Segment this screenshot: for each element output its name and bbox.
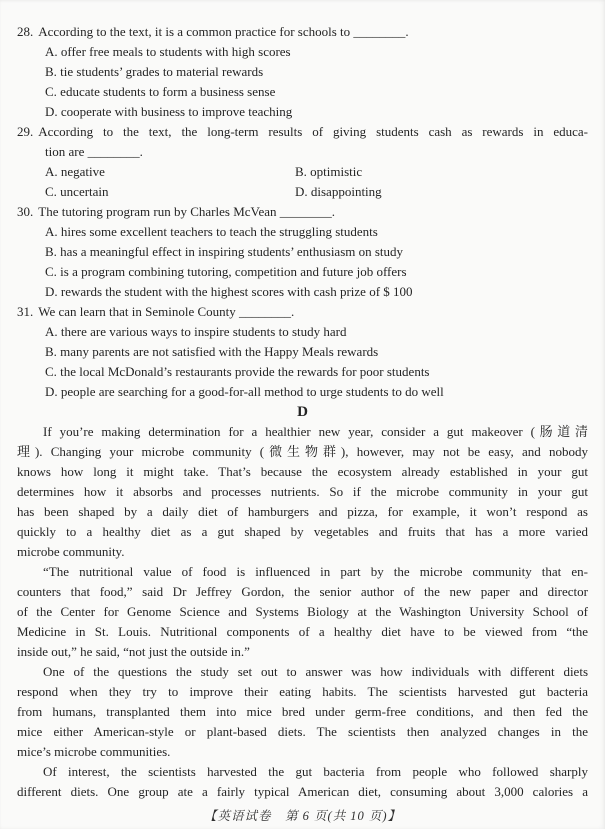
option: A. there are various ways to inspire students to study hard <box>45 324 347 339</box>
question-number: 29. <box>17 124 34 139</box>
option: C. uncertain <box>45 184 109 199</box>
option: D. people are searching for a good-for-all method to urge students to do well <box>45 384 444 399</box>
option: B. tie students’ grades to material rewards <box>45 64 264 79</box>
questions-section <box>17 22 588 402</box>
question-number: 31. <box>17 304 34 319</box>
passage-line: different diets. One group ate a fairly typical American diet, consuming about 3,000 calories a <box>17 784 588 799</box>
passage-line: knows how long it might take. That’s because the ecosystem already established in your gut <box>17 464 588 479</box>
option-row <box>17 182 588 202</box>
question-stem-line: 31. We can learn that in Seminole County ________. <box>17 304 295 319</box>
option: C. is a program combining tutoring, competition and future job offers <box>45 264 407 279</box>
passage-line: inside out,” he said, “not just the outside in.” <box>17 644 250 659</box>
passage-line: microbe community. <box>17 544 125 559</box>
question-number: 30. <box>17 204 34 219</box>
passage-line: 理). Changing your microbe community (微生物群), however, may not be easy, and nobody <box>17 444 588 459</box>
passage-line: respond when they try to improve their eating habits. The scientists harvested gut bacteria <box>17 684 588 699</box>
passage-line: If you’re making determination for a healthier new year, consider a gut makeover (肠道清 <box>43 424 588 439</box>
option: B. many parents are not satisfied with the Happy Meals rewards <box>45 344 379 359</box>
passage-line: One of the questions the study set out to answer was how individuals with different diets <box>43 664 588 679</box>
passage-line: has been shaped by a daily diet of hamburgers and pizza, for example, it won’t respond as <box>17 504 588 519</box>
question-stem-line: 29. According to the text, the long-term results of giving students cash as rewards in educa- <box>17 124 588 139</box>
question-stem-line: 30. The tutoring program run by Charles McVean ________. <box>17 204 336 219</box>
option: A. negative <box>45 164 105 179</box>
question-stem-line: 28. According to the text, it is a common practice for schools to ________. <box>17 24 409 39</box>
reading-passage <box>17 422 588 802</box>
option: B. has a meaningful effect in inspiring students’ enthusiasm on study <box>45 244 404 259</box>
passage-line: Medicine in St. Louis. Nutritional components of a healthy diet have to be viewed from “the <box>17 624 588 639</box>
section-d-header: D <box>297 404 308 420</box>
passage-line: counters that food,” said Dr Jeffrey Gordon, the senior author of the new paper and director <box>17 584 588 599</box>
option: A. offer free meals to students with high scores <box>45 44 291 59</box>
passage-line: from humans, transplanted them into mice bred under germ-free conditions, and then fed the <box>17 704 588 719</box>
passage-line: mice’s microbe communities. <box>17 744 171 759</box>
option: A. hires some excellent teachers to teach the struggling students <box>45 224 378 239</box>
option: C. educate students to form a business sense <box>45 84 276 99</box>
page-footer: 【英语试卷 第 6 页(共 10 页)】 <box>203 809 402 823</box>
option: D. rewards the student with the highest scores with cash prize of $ 100 <box>45 284 413 299</box>
passage-line: “The nutritional value of food is influenced in part by the microbe community that en- <box>43 564 588 579</box>
passage-line: quickly to a healthy diet as a gut shaped by vegetables and fruits that has a more varied <box>17 524 588 539</box>
passage-line: determines how it absorbs and processes nutrients. So if the microbe community in your gut <box>17 484 588 499</box>
option: B. optimistic <box>295 164 363 179</box>
question-number: 28. <box>17 24 34 39</box>
passage-line: Of interest, the scientists harvested the gut bacteria from people who followed sharply <box>43 764 588 779</box>
question-stem-line: tion are ________. <box>45 144 143 159</box>
passage-line: of the Center for Genome Science and Systems Biology at the Washington University School of <box>17 604 588 619</box>
option: C. the local McDonald’s restaurants provide the rewards for poor students <box>45 364 430 379</box>
passage-line: mice either American-style or plant-based diets. The scientists then analyzed changes in the <box>17 724 588 739</box>
option: D. cooperate with business to improve teaching <box>45 104 293 119</box>
option: D. disappointing <box>295 184 382 199</box>
option-row <box>17 162 588 182</box>
